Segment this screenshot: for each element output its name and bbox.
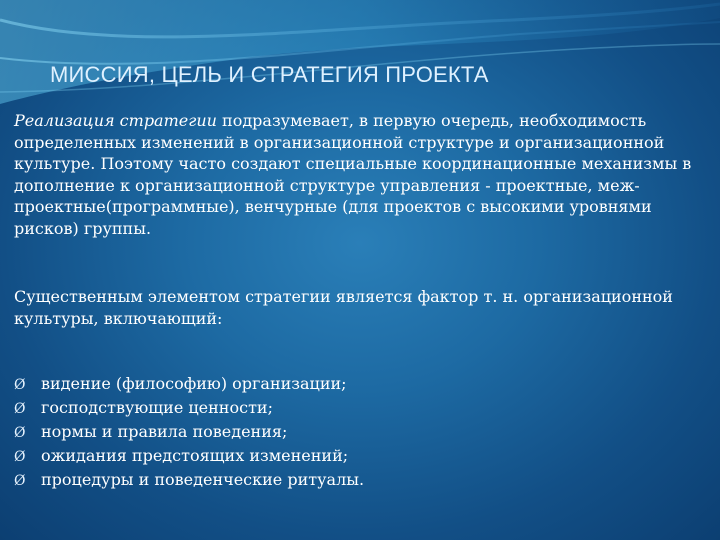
- arrow-bullet-icon: Ø: [14, 377, 26, 393]
- arrow-bullet-icon: Ø: [14, 425, 26, 441]
- culture-elements-list: [14, 372, 704, 492]
- paragraph-organizational-culture: Существенным элементом стратегии является фактор т. н. организационной культуры, включающий:: [14, 287, 673, 328]
- list-item: [14, 420, 704, 444]
- paragraph-strategy-implementation: [14, 110, 710, 239]
- list-item-text: ожидания предстоящих изменений;: [41, 446, 349, 465]
- list-item-text: нормы и правила поведения;: [41, 422, 288, 441]
- slide-title: МИССИЯ, ЦЕЛЬ И СТРАТЕГИЯ ПРОЕКТА: [50, 62, 489, 87]
- decorative-swoosh: [0, 0, 720, 110]
- list-item: [14, 468, 704, 492]
- arrow-bullet-icon: Ø: [14, 473, 26, 489]
- list-item-text: процедуры и поведенческие ритуалы.: [41, 470, 365, 489]
- arrow-bullet-icon: Ø: [14, 449, 26, 465]
- arrow-bullet-icon: Ø: [14, 401, 26, 417]
- paragraph-lead-italic: Реализация стратегии: [14, 111, 217, 130]
- list-item: [14, 444, 704, 468]
- list-item-text: видение (философию) организации;: [41, 374, 347, 393]
- list-item: [14, 372, 704, 396]
- list-item-text: господствующие ценности;: [41, 398, 273, 417]
- paragraph-body: подразумевает, в первую очередь, необходимость определенных изменений в организационной структуре и организационной культуре. Поэтому часто создают специальные координационные механизмы в дополнение к организационной структуре управления - проектные, меж-проектные(программные), венчурные (для проектов с высокими уровнями рисков) группы.: [14, 111, 692, 238]
- list-item: [14, 396, 704, 420]
